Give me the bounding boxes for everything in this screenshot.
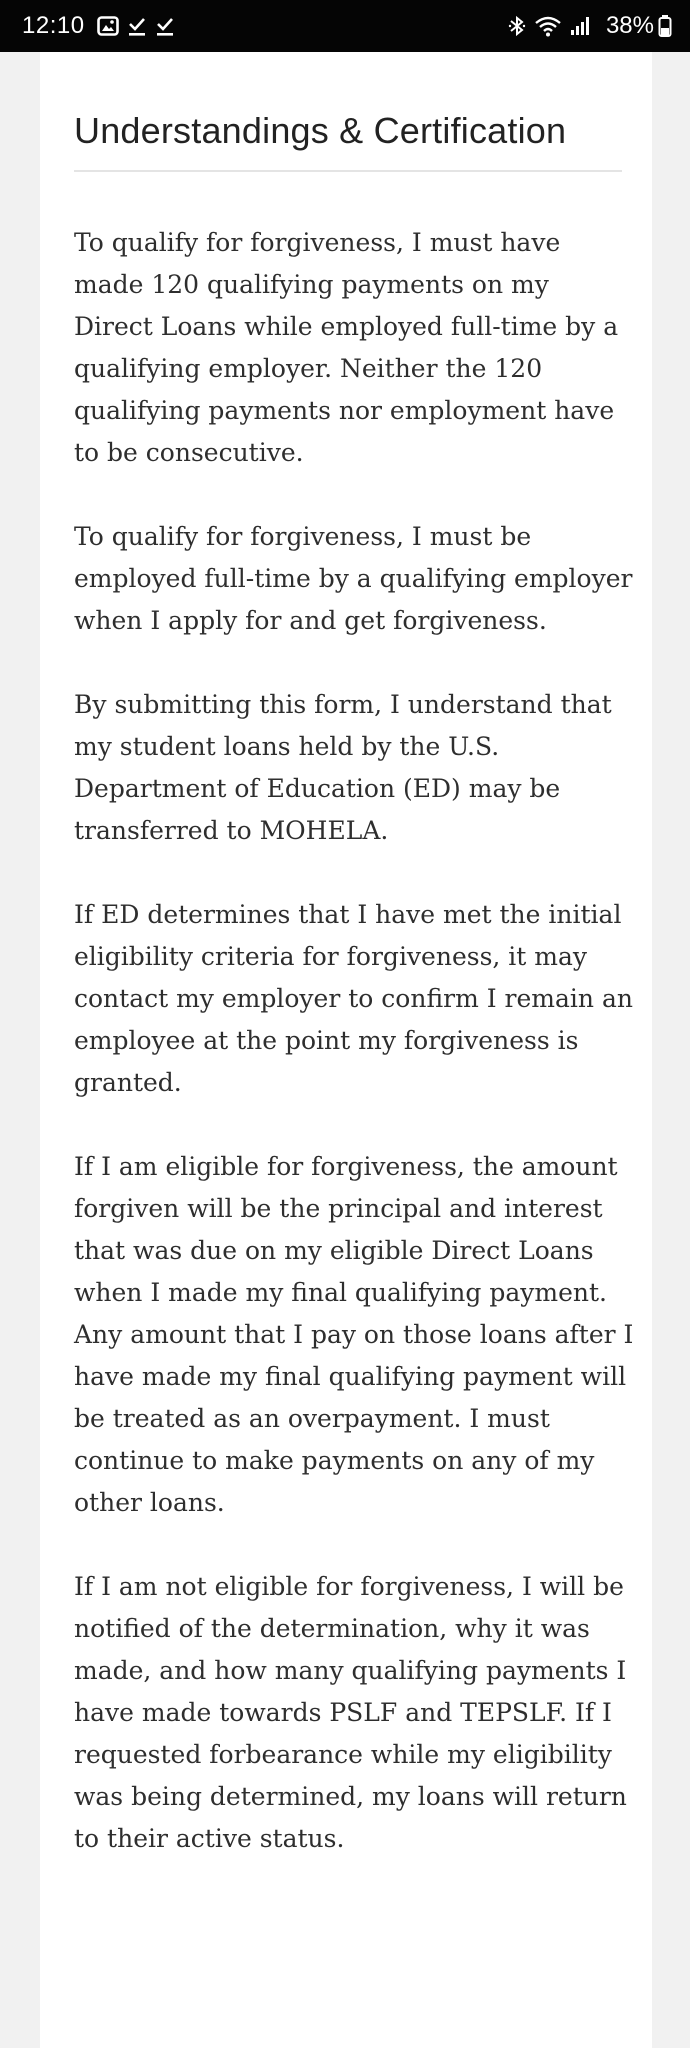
certification-content (74, 222, 634, 1902)
paragraph-employment-requirement: To qualify for forgiveness, I must be employed full-time by a qualifying employer when I apply for and get forgiveness. (74, 522, 633, 635)
signal-icon (570, 15, 592, 37)
battery-icon (658, 14, 672, 38)
status-right (508, 12, 672, 40)
paragraph-not-eligible: If I am not eligible for forgiveness, I will be notified of the determination, why it was made, and how many qualifying payments I have made towards PSLF and TEPSLF. If I requested forbearance while my eligibility was being determined, my loans will return to their active status. (74, 1572, 627, 1853)
wifi-icon (534, 15, 562, 37)
status-left (22, 12, 183, 40)
download-done-icon (155, 15, 175, 37)
paragraph-loan-transfer: By submitting this form, I understand that my student loans held by the U.S. Department of Education (ED) may be transferred to MOHELA. (74, 690, 612, 845)
paragraph-amount-forgiven: If I am eligible for forgiveness, the amount forgiven will be the principal and interest that was due on my eligible Direct Loans when I made my final qualifying payment. Any amount that I pay on those loans after I have made my final qualifying payment will be treated as an overpayment. I must continue to make payments on any of my other loans. (74, 1152, 634, 1517)
battery-percent: 38% (605, 12, 654, 39)
status-bar (0, 0, 690, 52)
section-title: Understandings & Certification (74, 110, 567, 151)
paragraph-payment-requirement: To qualify for forgiveness, I must have made 120 qualifying payments on my Direct Loans while employed full-time by a qualifying employer. Neither the 120 qualifying payments nor employment have to be consecutive. (74, 228, 619, 467)
certification-card (40, 52, 652, 2048)
image-notification-icon (97, 15, 119, 37)
bluetooth-icon (508, 14, 526, 38)
title-divider (74, 170, 622, 172)
paragraph-employer-contact: If ED determines that I have met the initial eligibility criteria for forgiveness, it may contact my employer to confirm I remain an employee at the point my forgiveness is granted. (74, 900, 633, 1097)
status-time: 12:10 (22, 12, 85, 39)
download-done-icon (127, 15, 147, 37)
